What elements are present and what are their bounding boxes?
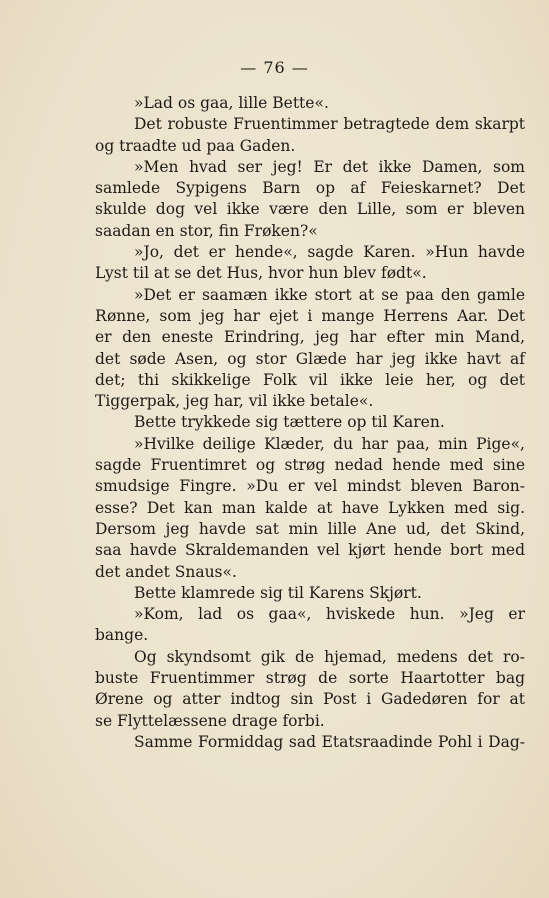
text-line: saa havde Skraldemanden vel kjørt hende bort med: [95, 541, 525, 560]
text-line: »Men hvad ser jeg! Er det ikke Damen, som: [134, 157, 525, 176]
text-line: »Kom, lad os gaa«, hviskede hun. »Jeg er: [134, 605, 525, 624]
text-line: Tiggerpak, jeg har, vil ikke betale«.: [95, 392, 374, 411]
text-line: Og skyndsomt gik de hjemad, medens det ro-: [134, 647, 525, 666]
text-line: »Det er saamæn ikke stort at se paa den gamle: [134, 285, 525, 304]
text-line: og traadte ud paa Gaden.: [95, 136, 296, 155]
text-line: smudsige Fingre. »Du er vel mindst bleven Baron-: [95, 477, 525, 496]
text-line: det; thi skikkelige Folk vil ikke leie her, og det: [95, 370, 525, 389]
text-line: Samme Formiddag sad Etatsraadinde Pohl i Dag-: [134, 732, 525, 751]
text-line: det andet Snaus«.: [95, 562, 237, 581]
text-line: det søde Asen, og stor Glæde har jeg ikke havt af: [95, 349, 525, 368]
text-line: sagde Fruentimret og strøg nedad hende med sine: [95, 456, 525, 475]
text-line: »Hvilke deilige Klæder, du har paa, min Pige«,: [134, 434, 525, 453]
text-line: »Jo, det er hende«, sagde Karen. »Hun havde: [134, 243, 525, 262]
text-line: Bette klamrede sig til Karens Skjørt.: [134, 583, 422, 602]
text-line: se Flyttelæssene drage forbi.: [95, 711, 325, 730]
text-line: esse? Det kan man kalde at have Lykken med sig.: [95, 498, 525, 517]
text-line: skulde dog vel ikke være den Lille, som er bleven: [95, 200, 525, 219]
text-line: er den eneste Erindring, jeg har efter min Mand,: [95, 328, 525, 347]
text-line: samlede Sypigens Barn op af Feieskarnet? Det: [95, 179, 525, 198]
text-line: Ørene og atter indtog sin Post i Gadedøren for at: [95, 690, 525, 709]
text-line: »Lad os gaa, lille Bette«.: [134, 94, 329, 112]
body-text: [95, 93, 525, 753]
text-line: Bette trykkede sig tættere op til Karen.: [134, 413, 445, 432]
text-line: bange.: [95, 626, 149, 645]
text-line: Dersom jeg havde sat min lille Ane ud, det Skind,: [95, 519, 525, 538]
text-line: Det robuste Fruentimmer betragtede dem skarpt: [134, 115, 525, 134]
text-line: buste Fruentimmer strøg de sorte Haartotter bag: [95, 669, 525, 688]
page-number: — 76 —: [240, 58, 309, 77]
text-line: Rønne, som jeg har ejet i mange Herrens Aar. Det: [95, 306, 525, 325]
text-line: saadan en stor, fin Frøken?«: [95, 221, 318, 240]
text-line: Lyst til at se det Hus, hvor hun blev født«.: [95, 264, 427, 283]
